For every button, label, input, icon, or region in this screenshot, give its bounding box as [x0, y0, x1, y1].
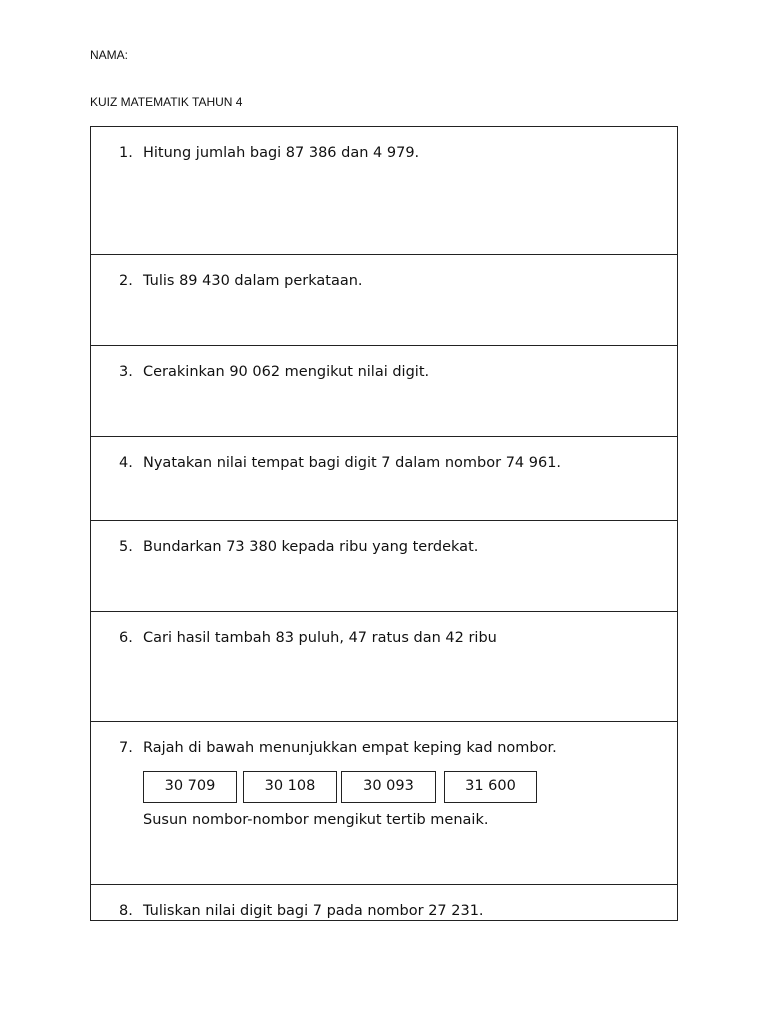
number-card: 30 108	[243, 771, 337, 803]
number-card: 30 709	[143, 771, 237, 803]
question-text: Tulis 89 430 dalam perkataan.	[143, 273, 363, 289]
question-number: 1.	[119, 145, 133, 161]
question-text: Cerakinkan 90 062 mengikut nilai digit.	[143, 364, 430, 380]
question-row-3	[91, 346, 677, 437]
question-number: 7.	[119, 740, 133, 756]
question-number: 6.	[119, 630, 133, 646]
question-number: 5.	[119, 539, 133, 555]
name-label: NAMA:	[90, 48, 129, 62]
question-row-4	[91, 437, 677, 521]
number-card: 31 600	[444, 771, 537, 803]
question-text: Rajah di bawah menunjukkan empat keping kad nombor.	[143, 740, 557, 756]
question-row-1	[91, 127, 677, 255]
question-row-7	[91, 722, 677, 885]
question-row-5	[91, 521, 677, 612]
question-number: 2.	[119, 273, 133, 289]
number-card: 30 093	[341, 771, 436, 803]
question-number: 4.	[119, 455, 133, 471]
question-row-6	[91, 612, 677, 722]
question-text: Hitung jumlah bagi 87 386 dan 4 979.	[143, 145, 420, 161]
question-row-8	[91, 885, 677, 921]
question-instruction: Susun nombor-nombor mengikut tertib menaik.	[143, 812, 489, 828]
question-row-2	[91, 255, 677, 346]
question-table	[90, 126, 678, 921]
question-number: 3.	[119, 364, 133, 380]
question-number: 8.	[119, 903, 133, 919]
question-text: Bundarkan 73 380 kepada ribu yang terdekat.	[143, 539, 479, 555]
question-text: Cari hasil tambah 83 puluh, 47 ratus dan 42 ribu	[143, 630, 497, 646]
question-text: Nyatakan nilai tempat bagi digit 7 dalam nombor 74 961.	[143, 455, 562, 471]
question-text: Tuliskan nilai digit bagi 7 pada nombor 27 231.	[143, 903, 484, 919]
quiz-title: KUIZ MATEMATIK TAHUN 4	[90, 95, 243, 109]
